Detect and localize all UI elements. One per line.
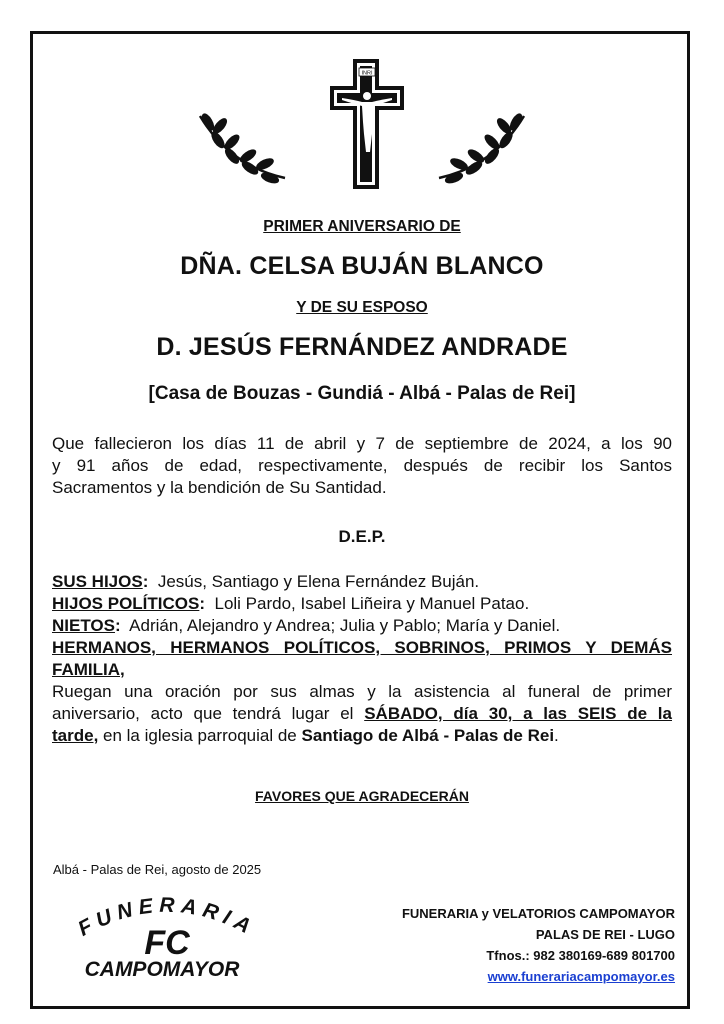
funeral-home-phones: Tfnos.: 982 380169-689 801700 [486,948,675,963]
funeral-time: tarde, [52,726,99,745]
intro-line: Que fallecieron los días 11 de abril y 7 de septiembre de 2024, a los 90 [52,434,672,453]
crucifix-icon [330,59,404,189]
sons-label: SUS HIJOS [52,572,143,591]
laurel-right-icon [439,112,524,185]
funeral-date: SÁBADO, día 30, a las SEIS de la [364,704,672,723]
deceased-name-1: DÑA. CELSA BUJÁN BLANCO [180,252,544,280]
funeral-home-name: FUNERARIA y VELATORIOS CAMPOMAYOR [401,906,675,921]
request-text: aniversario, acto que tendrá lugar el [52,704,365,723]
intro-line: Sacramentos y la bendición de Su Santidad. [52,478,387,497]
relatives-line-1: HERMANOS, HERMANOS POLÍTICOS, SOBRINOS, PRIMOS Y DEMÁS [52,638,672,657]
residence-place: [Casa de Bouzas - Gundiá - Albá - Palas de Rei] [148,383,576,404]
request-line-1: Ruegan una oración por sus almas y la asistencia al funeral de primer [52,682,672,701]
date-place: Albá - Palas de Rei, agosto de 2025 [53,862,262,877]
inlaws-line: HIJOS POLÍTICOS: Loli Pardo, Isabel Liñeira y Manuel Patao. [52,594,530,613]
grandchildren-line: NIETOS: Adrián, Alejandro y Andrea; Julia y Pablo; María y Daniel. [52,616,561,635]
closing-text: FAVORES QUE AGRADECERÁN [255,788,469,804]
death-notice-paragraph [52,433,672,499]
logo-arc-text: FUNERARIA [74,893,260,941]
grandchildren-names: Adrián, Alejandro y Andrea; Julia y Pablo; María y Daniel. [129,616,561,635]
sons-line: SUS HIJOS: Jesús, Santiago y Elena Fernández Buján. [52,572,480,591]
dep-text: D.E.P. [338,527,386,546]
funeral-home-info [402,903,675,987]
family-list [52,571,672,747]
intro-line: y 91 años de edad, respectivamente, después de recibir los Santos [52,456,672,475]
inlaws-label: HIJOS POLÍTICOS [52,594,200,613]
laurel-left-icon [200,112,285,185]
inlaws-names: Loli Pardo, Isabel Liñeira y Manuel Patao. [214,594,530,613]
grandchildren-label: NIETOS [52,616,115,635]
logo-brand: CAMPOMAYOR [84,958,240,981]
svg-text:INRI: INRI [361,70,373,77]
request-line-3 [52,725,672,747]
spouse-label: Y DE SU ESPOSO [296,299,428,316]
crucifix-with-laurels-icon [190,56,534,196]
anniversary-heading: PRIMER ANIVERSARIO DE [263,218,461,235]
church-name: Santiago de Albá - Palas de Rei [301,726,555,745]
funeral-home-website-link[interactable]: www.funerariacampomayor.es [487,969,675,984]
request-line-2 [52,703,672,725]
funeral-home-city: PALAS DE REI - LUGO [535,927,675,942]
deceased-name-2: D. JESÚS FERNÁNDEZ ANDRADE [156,333,568,361]
logo-monogram: FC [144,924,190,962]
period: . [554,726,559,745]
sons-names: Jesús, Santiago y Elena Fernández Buján. [157,572,480,591]
funeraria-logo [52,890,282,985]
relatives-line-2: FAMILIA, [52,660,125,679]
request-text: en la iglesia parroquial de [98,726,302,745]
